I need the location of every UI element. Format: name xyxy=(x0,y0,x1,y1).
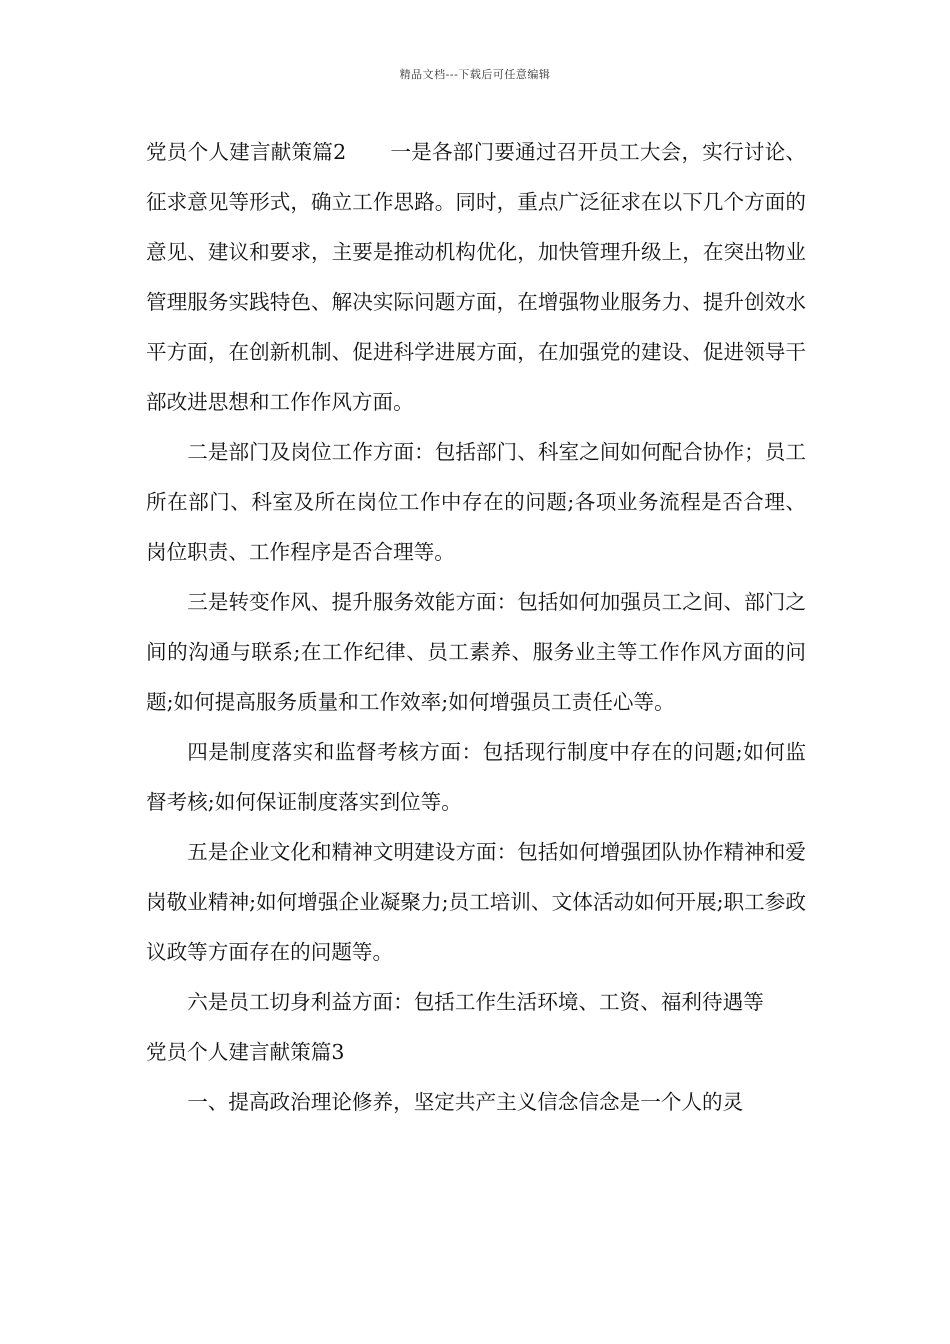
section-2-title: 党员个人建言献策篇2 xyxy=(146,140,347,164)
section-3-title: 党员个人建言献策篇3 xyxy=(146,1040,345,1064)
paragraph-5: 五是企业文化和精神文明建设方面：包括如何增强团队协作精神和爱岗敬业精神;如何增强企业凝聚力;员工培训、文体活动如何开展;职工参政议政等方面存在的问题等。 xyxy=(146,840,806,964)
paragraph-3: 三是转变作风、提升服务效能方面：包括如何加强员工之间、部门之间的沟通与联系;在工作纪律、员工素养、服务业主等工作作风方面的问题;如何提高服务质量和工作效率;如何增强员工责任心等。 xyxy=(146,590,806,714)
section-3-paragraph-1: 一、提高政治理论修养，坚定共产主义信念信念是一个人的灵 xyxy=(187,1090,744,1114)
document-body xyxy=(146,127,806,1127)
page-header: 精品文档---下载后可任意编辑 xyxy=(399,68,551,81)
paragraph-6: 六是员工切身利益方面：包括工作生活环境、工资、福利待遇等 xyxy=(187,990,764,1014)
paragraph-2: 二是部门及岗位工作方面：包括部门、科室之间如何配合协作；员工所在部门、科室及所在岗位工作中存在的问题;各项业务流程是否合理、岗位职责、工作程序是否合理等。 xyxy=(146,440,806,564)
paragraph-1: 一是各部门要通过召开员工大会，实行讨论、征求意见等形式，确立工作思路。同时，重点广泛征求在以下几个方面的意见、建议和要求，主要是推动机构优化，加快管理升级上，在突出物业管理服务实践特色、解决实际问题方面，在增强物业服务力、提升创效水平方面，在创新机制、促进科学进展方面，在加强党的建设、促进领导干部改进思想和工作作风方面。 xyxy=(146,140,807,414)
section-2-first-paragraph xyxy=(146,127,806,427)
paragraph-4: 四是制度落实和监督考核方面：包括现行制度中存在的问题;如何监督考核;如何保证制度落实到位等。 xyxy=(146,740,806,814)
